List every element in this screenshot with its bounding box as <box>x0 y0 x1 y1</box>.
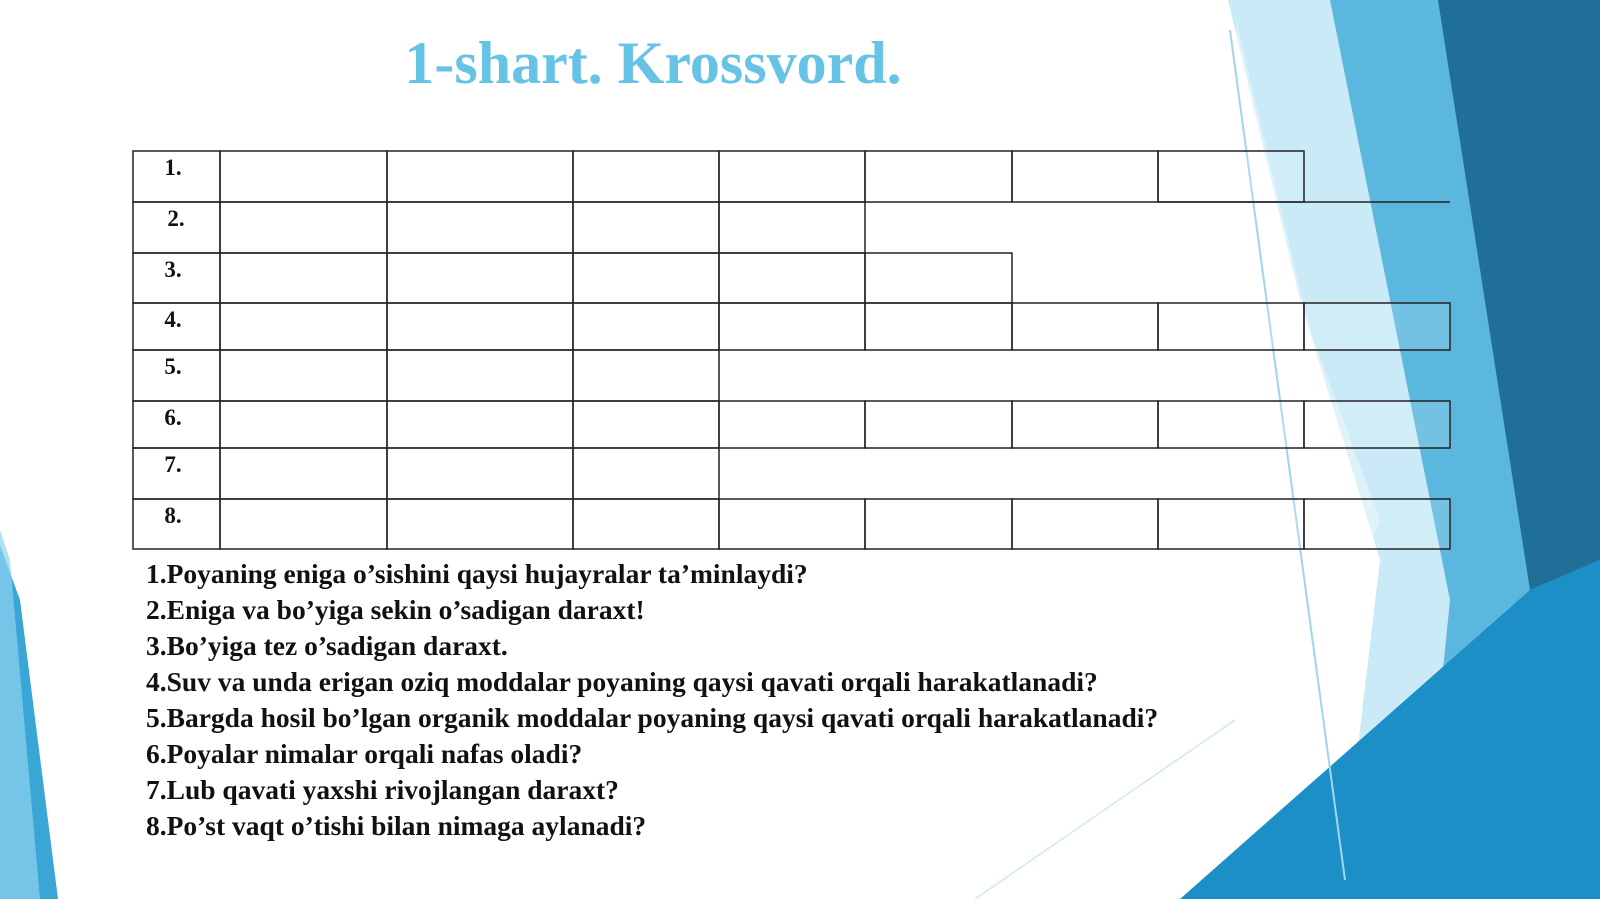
crossword-cell[interactable] <box>387 303 573 350</box>
crossword-cell[interactable] <box>387 151 573 202</box>
crossword-cell[interactable] <box>220 499 387 549</box>
question-item: 1.Poyaning eniga o’sishini qaysi hujayralar ta’minlaydi? <box>146 558 808 589</box>
crossword-cell[interactable] <box>573 401 719 448</box>
crossword-cell[interactable] <box>220 151 387 202</box>
crossword-cell[interactable] <box>387 499 573 549</box>
row-number: 4. <box>164 307 182 332</box>
question-list <box>146 556 1158 844</box>
crossword-cell[interactable] <box>865 253 1012 303</box>
question-item: 8.Po’st vaqt o’tishi bilan nimaga aylanadi? <box>146 810 647 841</box>
crossword-cell[interactable] <box>1158 499 1304 549</box>
question-item: 4.Suv va unda erigan oziq moddalar poyaning qaysi qavati orqali harakatlanadi? <box>146 666 1098 697</box>
crossword-cell[interactable] <box>1012 499 1158 549</box>
question-item: 6.Poyalar nimalar orqali nafas oladi? <box>146 738 583 769</box>
crossword-cell[interactable] <box>387 448 573 499</box>
crossword-cell[interactable] <box>387 202 573 253</box>
crossword-cell[interactable] <box>1304 499 1450 549</box>
crossword-cell[interactable] <box>387 350 573 401</box>
crossword-cell[interactable] <box>220 202 387 253</box>
crossword-cell[interactable] <box>573 448 719 499</box>
crossword-cell[interactable] <box>220 253 387 303</box>
crossword-cell[interactable] <box>865 499 1012 549</box>
crossword-cell[interactable] <box>220 448 387 499</box>
crossword-cell[interactable] <box>1158 151 1304 202</box>
crossword-cell[interactable] <box>865 151 1012 202</box>
crossword-cell[interactable] <box>220 303 387 350</box>
crossword-cell[interactable] <box>573 499 719 549</box>
crossword-cell[interactable] <box>719 303 865 350</box>
crossword-cell[interactable] <box>1304 303 1450 350</box>
crossword-cell[interactable] <box>1158 401 1304 448</box>
row-number: 8. <box>164 503 182 528</box>
crossword-cell[interactable] <box>220 350 387 401</box>
crossword-cell[interactable] <box>719 401 865 448</box>
page-title: 1-shart. Krossvord. <box>404 30 902 96</box>
question-item: 2.Eniga va bo’yiga sekin o’sadigan daraxt! <box>146 594 645 625</box>
crossword-cell[interactable] <box>719 499 865 549</box>
row-number: 5. <box>164 354 182 379</box>
crossword-cell[interactable] <box>1158 303 1304 350</box>
crossword-cell[interactable] <box>1012 401 1158 448</box>
crossword-cell[interactable] <box>573 202 719 253</box>
crossword-cell[interactable] <box>387 401 573 448</box>
row-number: 6. <box>164 405 182 430</box>
crossword-cell[interactable] <box>1304 401 1450 448</box>
crossword-cell[interactable] <box>719 202 865 253</box>
row-number: 1. <box>164 155 182 180</box>
question-item: 3.Bo’yiga tez o’sadigan daraxt. <box>146 630 508 661</box>
row-number: 3. <box>164 257 182 282</box>
crossword-cell[interactable] <box>573 253 719 303</box>
crossword-cell[interactable] <box>719 151 865 202</box>
question-item: 5.Bargda hosil bo’lgan organik moddalar poyaning qaysi qavati orqali harakatlanadi? <box>146 702 1159 733</box>
crossword-cell[interactable] <box>865 303 1012 350</box>
crossword-cell[interactable] <box>1012 151 1158 202</box>
crossword-cell[interactable] <box>573 151 719 202</box>
row-number: 7. <box>164 452 182 477</box>
row-number: 2. <box>167 206 185 231</box>
question-item: 7.Lub qavati yaxshi rivojlangan daraxt? <box>146 774 619 805</box>
crossword-cell[interactable] <box>573 350 719 401</box>
crossword-cell[interactable] <box>220 401 387 448</box>
crossword-cell[interactable] <box>1012 303 1158 350</box>
crossword-cell[interactable] <box>719 253 865 303</box>
crossword-cell[interactable] <box>865 401 1012 448</box>
crossword-cell[interactable] <box>573 303 719 350</box>
crossword-cell[interactable] <box>387 253 573 303</box>
